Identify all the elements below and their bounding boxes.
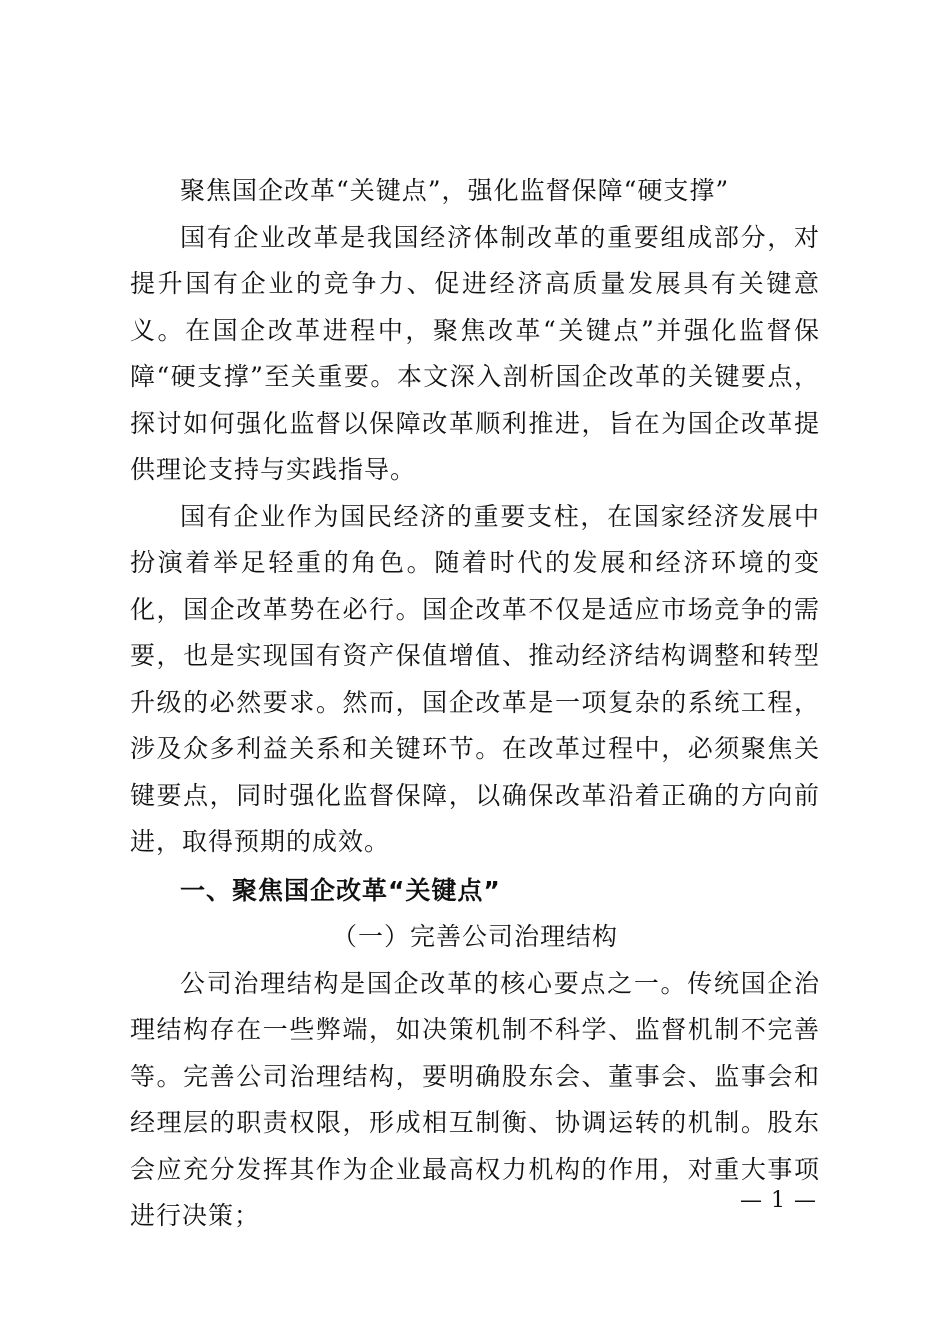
subsection-paragraph: 公司治理结构是国企改革的核心要点之一。传统国企治理结构存在一些弊端，如决策机制不科学、监督机制不完善等。完善公司治理结构，要明确股东会、董事会、监事会和经理层的职责权限，形成相互制衡、协调运转的机制。股东会应充分发挥其作为企业最高权力机构的作用，对重大事项进行决策； [130,968,820,1230]
subsection-heading: （一）完善公司治理结构 [331,922,618,951]
intro-paragraph: 国有企业改革是我国经济体制改革的重要组成部分，对提升国有企业的竞争力、促进经济高质量发展具有关键意义。在国企改革进程中，聚焦改革“关键点”并强化监督保障“硬支撑”至关重要。本文深入剖析国企改革的关键要点，探讨如何强化监督以保障改革顺利推进，旨在为国企改革提供理论支持与实践指导。 [130,222,820,484]
page-number: — 1 — [740,1188,817,1213]
section-heading: 一、聚焦国企改革“关键点” [180,875,501,905]
document-page [130,168,820,1240]
background-paragraph: 国有企业作为国民经济的重要支柱，在国家经济发展中扮演着举足轻重的角色。随着时代的发展和经济环境的变化，国企改革势在必行。国企改革不仅是适应市场竞争的需要，也是实现国有资产保值增值、推动经济结构调整和转型升级的必然要求。然而，国企改革是一项复杂的系统工程，涉及众多利益关系和关键环节。在改革过程中，必须聚焦关键要点，同时强化监督保障，以确保改革沿着正确的方向前进，取得预期的成效。 [130,501,820,856]
document-title: 聚焦国企改革“关键点”，强化监督保障“硬支撑” [180,176,730,205]
